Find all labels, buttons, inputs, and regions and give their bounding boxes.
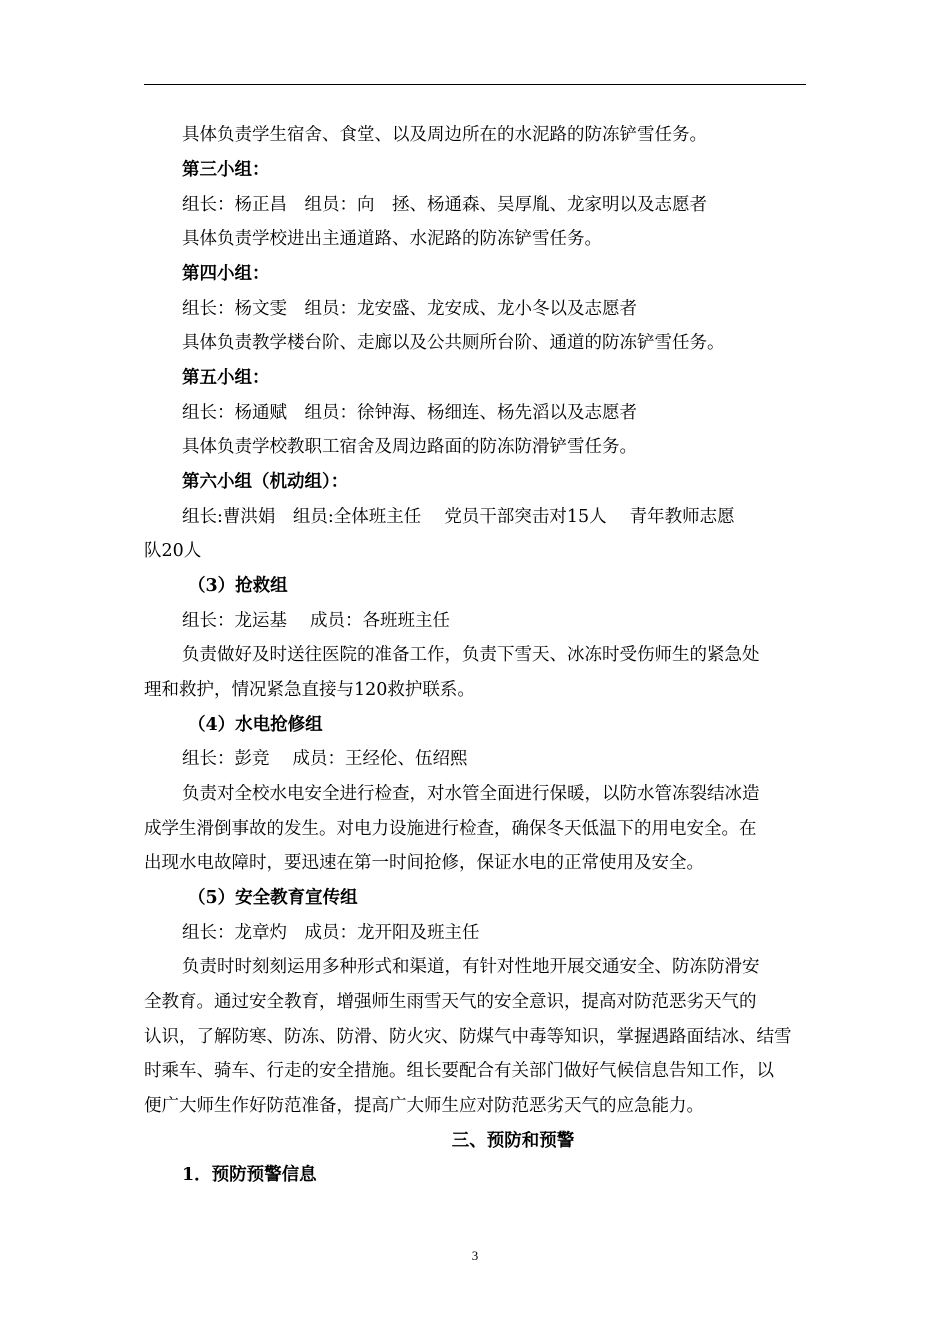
paragraph-line: 具体负责学生宿舍、食堂、以及周边所在的水泥路的防冻铲雪任务。 — [182, 125, 707, 145]
paragraph-line: 组长：杨通赋 组员：徐钟海、杨细连、杨先滔以及志愿者 — [182, 403, 637, 423]
paragraph-line: 组长：彭竞 成员：王经伦、伍绍熙 — [182, 749, 468, 769]
page-number: 3 — [471, 1248, 479, 1263]
paragraph-line: 具体负责学校进出主通道路、水泥路的防冻铲雪任务。 — [182, 229, 602, 249]
paragraph-line: 组长：杨正昌 组员：向 拯、杨通森、吴厚胤、龙家明以及志愿者 — [182, 195, 707, 215]
paragraph-line: 便广大师生作好防范准备，提高广大师生应对防范恶劣天气的应急能力。 — [144, 1096, 704, 1116]
paragraph-line: 负责做好及时送往医院的准备工作，负责下雪天、冰冻时受伤师生的紧急处 — [182, 645, 760, 665]
chapter-heading: 三、预防和预警 — [451, 1131, 575, 1151]
paragraph-line: 队20人 — [144, 541, 202, 561]
group-heading: 第三小组： — [182, 160, 270, 180]
section-heading: （4）水电抢修组 — [188, 715, 323, 735]
paragraph-line: 具体负责学校教职工宿舍及周边路面的防冻防滑铲雪任务。 — [182, 437, 637, 457]
paragraph-line: 理和救护，情况紧急直接与120救护联系。 — [144, 680, 475, 700]
paragraph-line: 认识，了解防寒、防冻、防滑、防火灾、防煤气中毒等知识，掌握遇路面结冰、结雪 — [144, 1027, 792, 1047]
group-heading: 第四小组： — [182, 264, 270, 284]
paragraph-line: 具体负责教学楼台阶、走廊以及公共厕所台阶、通道的防冻铲雪任务。 — [182, 333, 725, 353]
paragraph-line: 成学生滑倒事故的发生。对电力设施进行检查，确保冬天低温下的用电安全。在 — [144, 819, 757, 839]
paragraph-line: 时乘车、骑车、行走的安全措施。组长要配合有关部门做好气候信息告知工作，以 — [144, 1061, 774, 1081]
subsection-heading: 1．预防预警信息 — [182, 1165, 317, 1185]
paragraph-line: 负责对全校水电安全进行检查，对水管全面进行保暖，以防水管冻裂结冰造 — [182, 784, 760, 804]
paragraph-line: 负责时时刻刻运用多种形式和渠道，有针对性地开展交通安全、防冻防滑安 — [182, 957, 760, 977]
paragraph-line: 组长：龙章灼 成员：龙开阳及班主任 — [182, 923, 480, 943]
paragraph-line: 全教育。通过安全教育，增强师生雨雪天气的安全意识，提高对防范恶劣天气的 — [144, 992, 757, 1012]
header-rule — [144, 84, 806, 85]
section-heading: （3）抢救组 — [188, 576, 288, 596]
paragraph-line: 组长：龙运基 成员：各班班主任 — [182, 611, 451, 631]
group-heading: 第五小组： — [182, 368, 270, 388]
paragraph-line: 出现水电故障时，要迅速在第一时间抢修，保证水电的正常使用及安全。 — [144, 853, 704, 873]
paragraph-line: 组长:曹洪娟 组员:全体班主任 党员干部突击对15人 青年教师志愿 — [182, 507, 735, 527]
group-heading: 第六小组（机动组）： — [182, 472, 349, 492]
paragraph-line: 组长：杨文雯 组员：龙安盛、龙安成、龙小冬以及志愿者 — [182, 299, 637, 319]
section-heading: （5）安全教育宣传组 — [188, 888, 358, 908]
